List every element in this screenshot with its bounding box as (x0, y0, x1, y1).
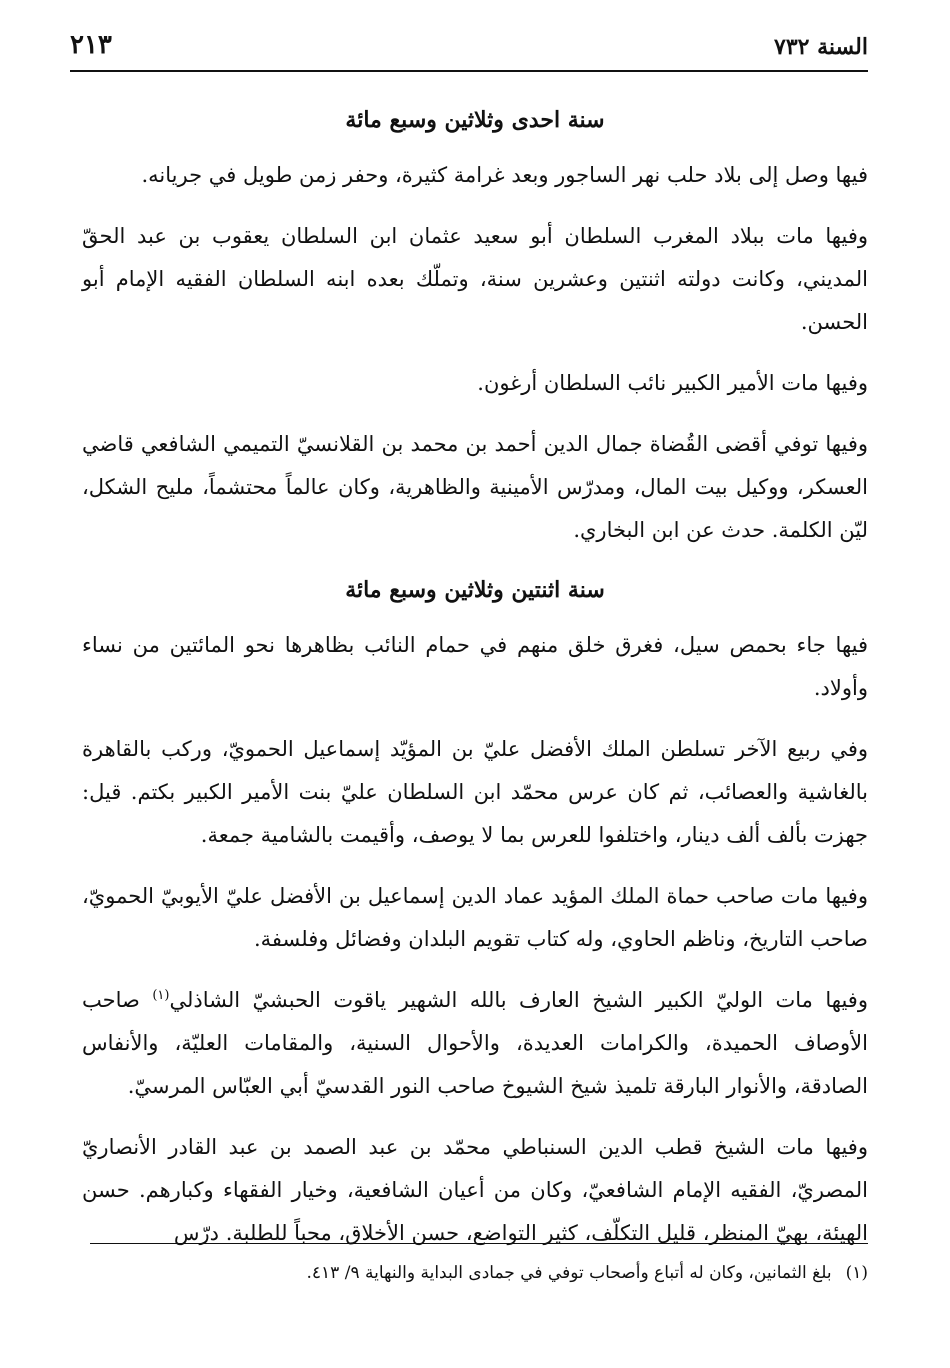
footnote-text: بلغ الثمانين، وكان له أتباع وأصحاب توفي في جمادى البداية والنهاية ٩/ ٤١٣. (306, 1263, 832, 1283)
paragraph: وفيها توفي أقضى القُضاة جمال الدين أحمد بن محمد بن القلانسيّ التميمي الشافعي قاضي العسكر، ووكيل بيت المال، ومدرّس الأمينية والظاهرية، وكان عالماً محتشماً، مليح الشكل، ليّن الكلمة. حدث عن ابن البخاري. (82, 432, 868, 542)
paragraph: فيها وصل إلى بلاد حلب نهر الساجور وبعد غرامة كثيرة، وحفر زمن طويل في جريانه. (141, 163, 868, 187)
footnote-number: (١) (845, 1263, 868, 1283)
paragraph: وفيها مات الشيخ قطب الدين السنباطي محمّد بن عبد الصمد بن عبد القادر الأنصاريّ المصريّ، الفقيه الإمام الشافعيّ، وكان من أعيان الشافعية، وخيار الفقهاء وكبارهم. حسن الهيئة، بهيّ المنظر، قليل التكلّف، كثير التواضع، حسن الأخلاق، محباً للطلبة. درّس (82, 1135, 868, 1245)
section-title-732: سنة اثنتين وثلاثين وسبع مائة (345, 577, 605, 603)
paragraph: فيها جاء بحمص سيل، فغرق خلق منهم في حمام النائب بظاهرها نحو المائتين من نساء وأولاد. (82, 633, 868, 700)
header-divider (70, 70, 868, 72)
page-number: ٢١٣ (70, 30, 112, 60)
footnote (82, 1258, 868, 1288)
footnote-marker: (١) (152, 988, 170, 1003)
page-body (82, 100, 868, 1273)
paragraph: وفيها مات ببلاد المغرب السلطان أبو سعيد عثمان ابن السلطان يعقوب بن عبد الحقّ المديني، وكانت دولته اثنتين وعشرين سنة، وتملّك بعده ابنه السلطان الفقيه الإمام أبو الحسن. (82, 224, 868, 334)
paragraph-with-note (82, 979, 868, 1108)
paragraph-text: وفيها مات الوليّ الكبير الشيخ العارف بالله الشهير ياقوت الحبشيّ الشاذلي (169, 988, 868, 1012)
section-title-731: سنة احدى وثلاثين وسبع مائة (345, 107, 605, 133)
page-header (70, 28, 868, 68)
paragraph-text-continued: صاحب الأوصاف الحميدة، والكرامات العديدة، والأحوال السنية، والمقامات العليّة، والأنفاس الصادقة، والأنوار البارقة تلميذ شيخ الشيوخ صاحب النور القدسيّ أبي العبّاس المرسيّ. (82, 988, 868, 1098)
running-head-year: السنة ٧٣٢ (774, 34, 868, 60)
footnote-divider (90, 1243, 868, 1244)
paragraph: وفيها مات صاحب حماة الملك المؤيد عماد الدين إسماعيل بن الأفضل عليّ الأيوبيّ الحمويّ، صاحب التاريخ، وناظم الحاوي، وله كتاب تقويم البلدان وفضائل وفلسفة. (82, 884, 868, 951)
paragraph: وفي ربيع الآخر تسلطن الملك الأفضل عليّ بن المؤيّد إسماعيل الحمويّ، وركب بالقاهرة بالغاشية والعصائب، ثم كان عرس محمّد ابن السلطان عليّ بنت الأمير الكبير بكتم. قيل: جهزت بألف ألف دينار، واختلفوا للعرس بما لا يوصف، وأقيمت بالشامية جمعة. (82, 737, 868, 847)
paragraph: وفيها مات الأمير الكبير نائب السلطان أرغون. (477, 371, 868, 395)
